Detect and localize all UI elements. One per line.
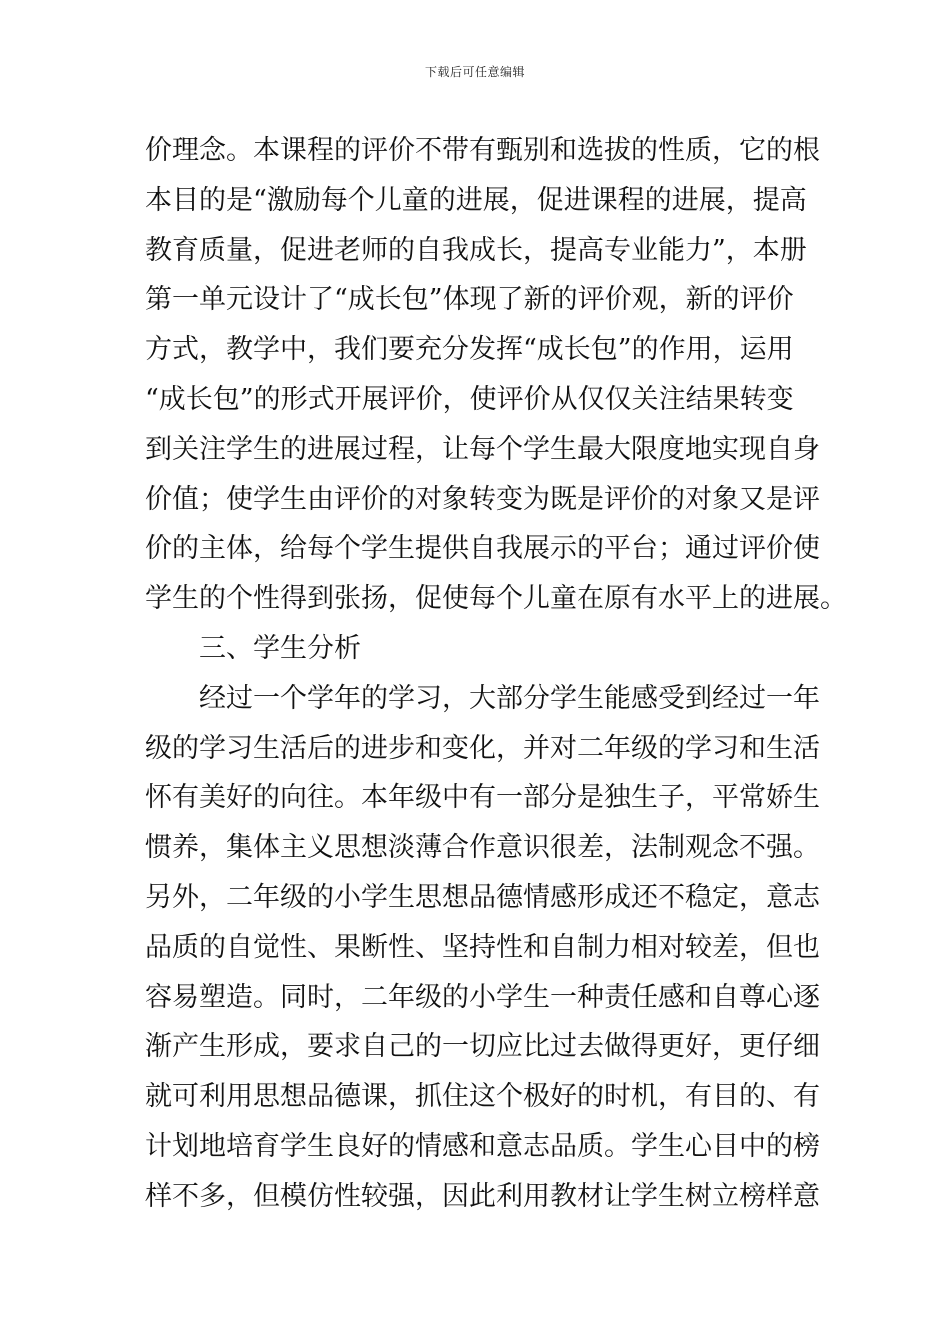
page-header: 下载后可任意编辑 [424,65,525,79]
text-line: 品质的自觉性、果断性、坚持性和自制力相对较差，但也 [145,931,820,963]
text-line: 方式，教学中，我们要充分发挥“成长包”的作用，运用 [145,334,794,366]
text-line: 价理念。本课程的评价不带有甄别和选拔的性质，它的根 [145,135,820,166]
text-line: 样不多，但模仿性较强，因此利用教材让学生树立榜样意 [145,1180,820,1212]
text-line: 渐产生形成，要求自己的一切应比过去做得更好，更仔细 [145,1031,820,1063]
text-line: 级的学习生活后的进步和变化，并对二年级的学习和生活 [145,732,820,764]
text-line: 第一单元设计了“成长包”体现了新的评价观，新的评价 [145,284,794,316]
text-line: 惯养，集体主义思想淡薄合作意识很差，法制观念不强。 [145,832,820,864]
text-line: 到关注学生的进展过程，让每个学生最大限度地实现自身 [145,433,820,465]
section-heading: 三、学生分析 [199,632,361,664]
text-line: 容易塑造。同时，二年级的小学生一种责任感和自尊心逐 [145,981,820,1013]
text-line: 本目的是“激励每个儿童的进展，促进课程的进展，提高 [145,184,807,216]
text-line: 另外，二年级的小学生思想品德情感形成还不稳定，意志 [145,881,820,913]
text-line: 计划地培育学生良好的情感和意志品质。学生心目中的榜 [145,1130,820,1162]
text-line: “成长包”的形式开展评价，使评价从仅仅关注结果转变 [145,383,794,415]
text-line: 教育质量，促进老师的自我成长，提高专业能力”，本册 [145,234,807,266]
text-line: 经过一个学年的学习，大部分学生能感受到经过一年 [199,682,820,714]
text-line: 价的主体，给每个学生提供自我展示的平台；通过评价使 [145,533,820,565]
text-line: 怀有美好的向往。本年级中有一部分是独生子，平常娇生 [145,782,820,814]
text-line: 学生的个性得到张扬，促使每个儿童在原有水平上的进展。 [145,583,847,615]
document-body [145,126,847,1222]
text-line: 价值；使学生由评价的对象转变为既是评价的对象又是评 [145,483,820,515]
text-line: 就可利用思想品德课，抓住这个极好的时机，有目的、有 [145,1081,820,1113]
